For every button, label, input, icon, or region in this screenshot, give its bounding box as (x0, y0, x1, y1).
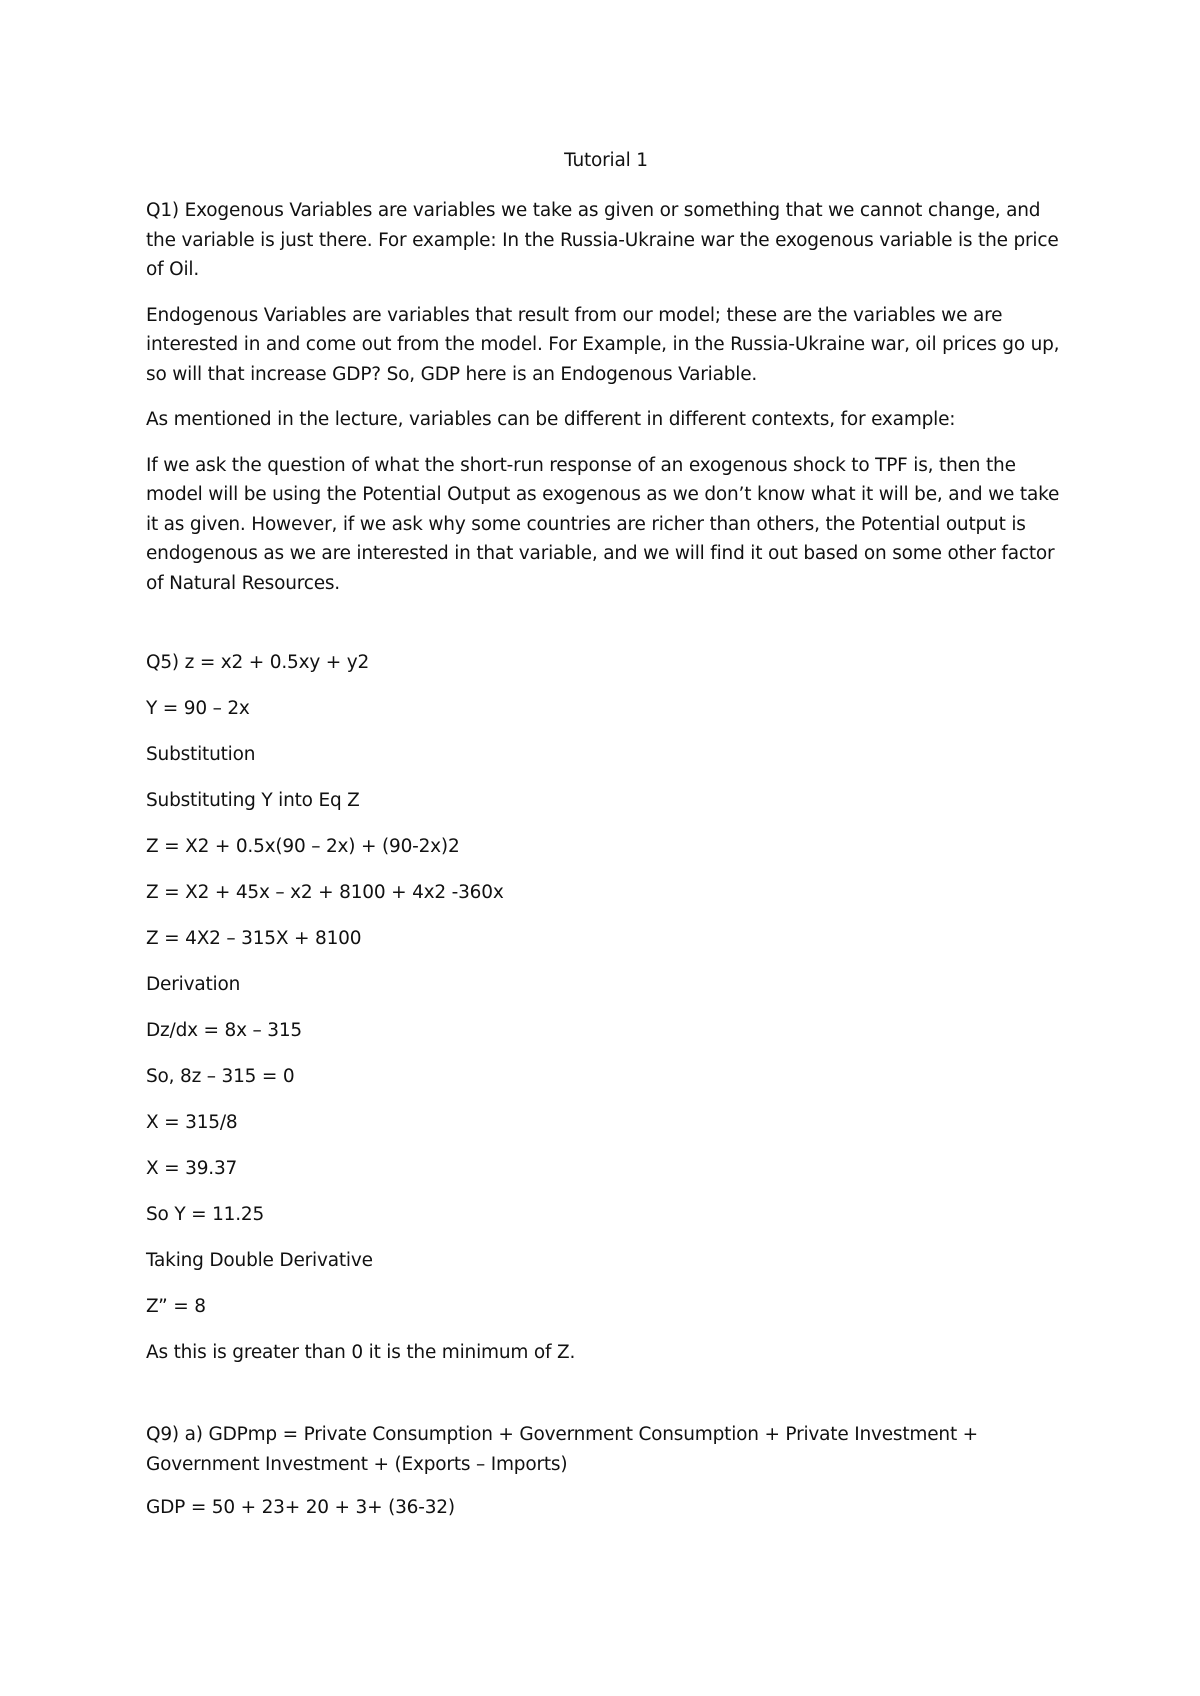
q5-line: Z = 4X2 – 315X + 8100 (146, 928, 362, 949)
q9-paragraph-gdp-formula: Q9) a) GDPmp = Private Consumption + Government Consumption + Private Investment + Government Investment + (Exports – Imports) (146, 1424, 978, 1475)
q5-line: As this is greater than 0 it is the minimum of Z. (146, 1342, 576, 1363)
q5-line: Derivation (146, 974, 241, 995)
q1-paragraph-exogenous: Q1) Exogenous Variables are variables we take as given or something that we cannot change, and the variable is just there. For example: In the Russia-Ukraine war the exogenous variable is the price of Oil. (146, 200, 1059, 280)
q5-line: So, 8z – 315 = 0 (146, 1066, 295, 1087)
q9-gdp-calculation: GDP = 50 + 23+ 20 + 3+ (36-32) (146, 1497, 455, 1518)
q5-line: So Y = 11.25 (146, 1204, 265, 1225)
q5-line: Taking Double Derivative (146, 1250, 373, 1271)
q5-line: Y = 90 – 2x (146, 698, 250, 719)
q1-paragraph-example: If we ask the question of what the short-run response of an exogenous shock to TPF is, then the model will be using the Potential Output as exogenous as we don’t know what it will be, and we take it as given. However, if we ask why some countries are richer than others, the Potential output is endogenous as we are interested in that variable, and we will find it out based on some other factor of Natural Resources. (146, 454, 1060, 594)
section-spacer (146, 614, 1066, 650)
q1-paragraph-endogenous: Endogenous Variables are variables that result from our model; these are the variables we are interested in and come out from the model. For Example, in the Russia-Ukraine war, oil prices go up, so will that increase GDP? So, GDP here is an Endogenous Variable. (146, 304, 1060, 385)
document-title: Tutorial 1 (564, 150, 648, 171)
q5-line: Z” = 8 (146, 1296, 206, 1317)
q5-line: Substitution (146, 744, 256, 765)
q5-section (146, 650, 1066, 1366)
q5-line: Dz/dx = 8x – 315 (146, 1020, 302, 1041)
q5-line: Z = X2 + 45x – x2 + 8100 + 4x2 -360x (146, 882, 504, 903)
q1-paragraph-contexts: As mentioned in the lecture, variables can be different in different contexts, for example: (146, 409, 956, 430)
section-spacer (146, 1386, 1066, 1420)
q5-line: Q5) z = x2 + 0.5xy + y2 (146, 652, 370, 673)
q5-line: X = 315/8 (146, 1112, 238, 1133)
q5-line: Z = X2 + 0.5x(90 – 2x) + (90-2x)2 (146, 836, 460, 857)
q5-line: X = 39.37 (146, 1158, 238, 1179)
document-body (146, 148, 1066, 1541)
q9-section (146, 1420, 1066, 1521)
q5-line: Substituting Y into Eq Z (146, 790, 360, 811)
